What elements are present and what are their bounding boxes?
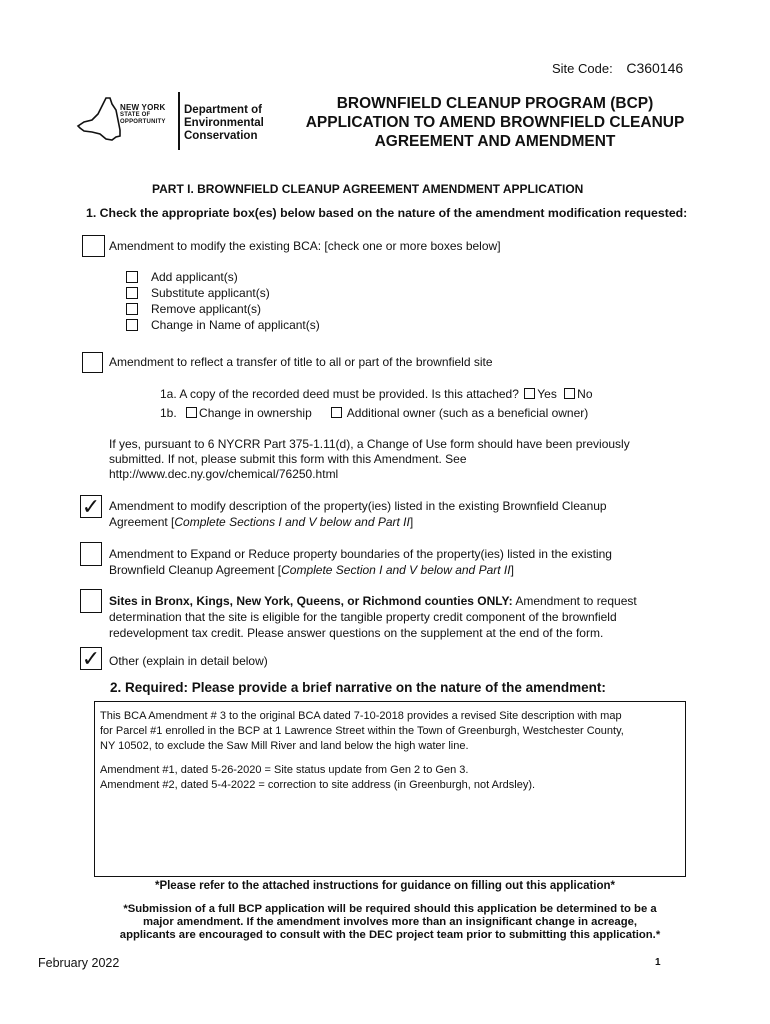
- dept-line1: Department of: [184, 104, 262, 116]
- change-of-use-link[interactable]: http://www.dec.ny.gov/chemical/76250.html: [109, 467, 339, 481]
- check-mark-icon: ✓: [81, 645, 101, 671]
- narrative-line2: for Parcel #1 enrolled in the BCP at 1 Lawrence Street within the Town of Greenburgh, Westchester County,: [100, 725, 624, 737]
- change-name-checkbox[interactable]: [126, 319, 138, 331]
- dec-wordmark: [184, 104, 264, 143]
- deed-yes-checkbox[interactable]: [524, 388, 535, 399]
- remove-applicant-checkbox[interactable]: [126, 303, 138, 315]
- nyc-counties-bold: Sites in Bronx, Kings, New York, Queens, or Richmond counties ONLY:: [109, 594, 513, 608]
- question-1a: [160, 387, 593, 401]
- change-name-label: Change in Name of applicant(s): [151, 318, 320, 332]
- narrative-textarea[interactable]: [94, 701, 686, 877]
- question-1: 1. Check the appropriate box(es) below based on the nature of the amendment modification requested:: [86, 206, 688, 220]
- narrative-line5: Amendment #2, dated 5-4-2022 = correction to site address (in Greenburgh, not Ardsley).: [100, 779, 536, 791]
- ny-line1: NEW YORK: [120, 103, 166, 112]
- other-label: Other (explain in detail below): [109, 654, 268, 668]
- submission-note-line3: applicants are encouraged to consult with the DEC project team prior to submitting this application.*: [119, 929, 661, 941]
- change-of-use-line2: submitted. If not, please submit this form with this Amendment. See: [109, 452, 467, 466]
- additional-owner-checkbox[interactable]: [331, 407, 342, 418]
- substitute-applicant-label: Substitute applicant(s): [151, 286, 270, 300]
- site-code-value: C360146: [626, 60, 684, 76]
- question-1b-prefix: 1b.: [160, 406, 177, 420]
- boundaries-label: [109, 546, 612, 578]
- page-number: 1: [655, 957, 661, 968]
- transfer-title-label: Amendment to reflect a transfer of title to all or part of the brownfield site: [109, 355, 493, 369]
- submission-note: [40, 903, 740, 942]
- modify-description-label: [109, 498, 607, 530]
- modify-description-checkbox[interactable]: [80, 495, 102, 518]
- nyc-counties-label: [109, 593, 637, 641]
- site-code: [552, 60, 683, 76]
- submission-note-line1: *Submission of a full BCP application will be required should this application be determined to be a: [123, 903, 657, 915]
- dept-line3: Conservation: [184, 130, 258, 142]
- transfer-title-checkbox[interactable]: [82, 352, 103, 373]
- question-1a-text: 1a. A copy of the recorded deed must be provided. Is this attached?: [160, 387, 519, 401]
- change-of-use-line1: If yes, pursuant to 6 NYCRR Part 375-1.11(d), a Change of Use form should have been previously: [109, 437, 630, 451]
- instructions-note: *Please refer to the attached instructions for guidance on filling out this application*: [154, 880, 616, 892]
- logo-divider: [178, 92, 180, 150]
- ny-state-outline-icon: [76, 96, 124, 144]
- nyc-counties-line2: determination that the site is eligible for the tangible property credit component of the brownfield: [109, 610, 617, 624]
- narrative-line4: Amendment #1, dated 5-26-2020 = Site status update from Gen 2 to Gen 3.: [100, 764, 469, 776]
- change-ownership-checkbox[interactable]: [186, 407, 197, 418]
- substitute-applicant-checkbox[interactable]: [126, 287, 138, 299]
- boundaries-italic: Complete Section I and V below and Part II: [281, 563, 511, 577]
- title-line3: AGREEMENT AND AMENDMENT: [374, 133, 616, 150]
- additional-owner-label: Additional owner (such as a beneficial owner): [346, 406, 589, 420]
- ny-line3: OPPORTUNITY: [120, 119, 166, 125]
- boundaries-end: ]: [510, 563, 514, 577]
- boundaries-line1: Amendment to Expand or Reduce property boundaries of the property(ies) listed in the existing: [109, 547, 612, 561]
- remove-applicant-label: Remove applicant(s): [151, 302, 262, 316]
- deed-no-label: No: [577, 387, 593, 401]
- deed-yes-label: Yes: [537, 387, 557, 401]
- modify-description-italic: Complete Sections I and V below and Part II: [174, 515, 410, 529]
- change-of-use-note: [109, 437, 630, 482]
- ny-line2: STATE OF: [120, 112, 151, 118]
- site-code-label: Site Code:: [552, 61, 613, 76]
- ny-wordmark: [120, 104, 166, 126]
- add-applicant-label: Add applicant(s): [151, 270, 238, 284]
- modify-bca-checkbox[interactable]: [82, 235, 105, 257]
- question-1b: [160, 406, 588, 420]
- title-line2: APPLICATION TO AMEND BROWNFIELD CLEANUP: [305, 114, 685, 131]
- part-heading: PART I. BROWNFIELD CLEANUP AGREEMENT AMENDMENT APPLICATION: [152, 182, 584, 196]
- dec-logo: [76, 92, 276, 152]
- footer-date: February 2022: [38, 956, 120, 970]
- dept-line2: Environmental: [184, 117, 264, 129]
- check-mark-icon: ✓: [81, 493, 101, 519]
- nyc-counties-line1: Amendment to request: [512, 594, 637, 608]
- nyc-counties-line3: redevelopment tax credit. Please answer questions on the supplement at the end of the form.: [109, 626, 604, 640]
- change-ownership-label: Change in ownership: [199, 406, 312, 420]
- deed-no-checkbox[interactable]: [564, 388, 575, 399]
- modify-description-end: ]: [409, 515, 414, 529]
- boundaries-line2: Brownfield Cleanup Agreement [: [109, 563, 282, 577]
- nyc-counties-checkbox[interactable]: [80, 589, 102, 613]
- boundaries-checkbox[interactable]: [80, 542, 102, 566]
- modify-description-line2: Agreement [: [109, 515, 175, 529]
- narrative-line3: NY 10502, to exclude the Saw Mill River and land below the high water line.: [100, 740, 469, 752]
- question-2: 2. Required: Please provide a brief narrative on the nature of the amendment:: [110, 680, 606, 695]
- narrative-line1: This BCA Amendment # 3 to the original BCA dated 7-10-2018 provides a revised Site description with map: [100, 710, 622, 722]
- title-line1: BROWNFIELD CLEANUP PROGRAM (BCP): [336, 95, 654, 112]
- modify-bca-label: Amendment to modify the existing BCA: [check one or more boxes below]: [109, 239, 501, 253]
- other-checkbox[interactable]: [80, 647, 102, 670]
- add-applicant-checkbox[interactable]: [126, 271, 138, 283]
- submission-note-line2: major amendment. If the amendment involves more than an insignificant change in acreage,: [142, 916, 638, 928]
- modify-description-line1: Amendment to modify description of the property(ies) listed in the existing Brownfield Cleanup: [109, 499, 607, 513]
- page-title: [280, 94, 710, 151]
